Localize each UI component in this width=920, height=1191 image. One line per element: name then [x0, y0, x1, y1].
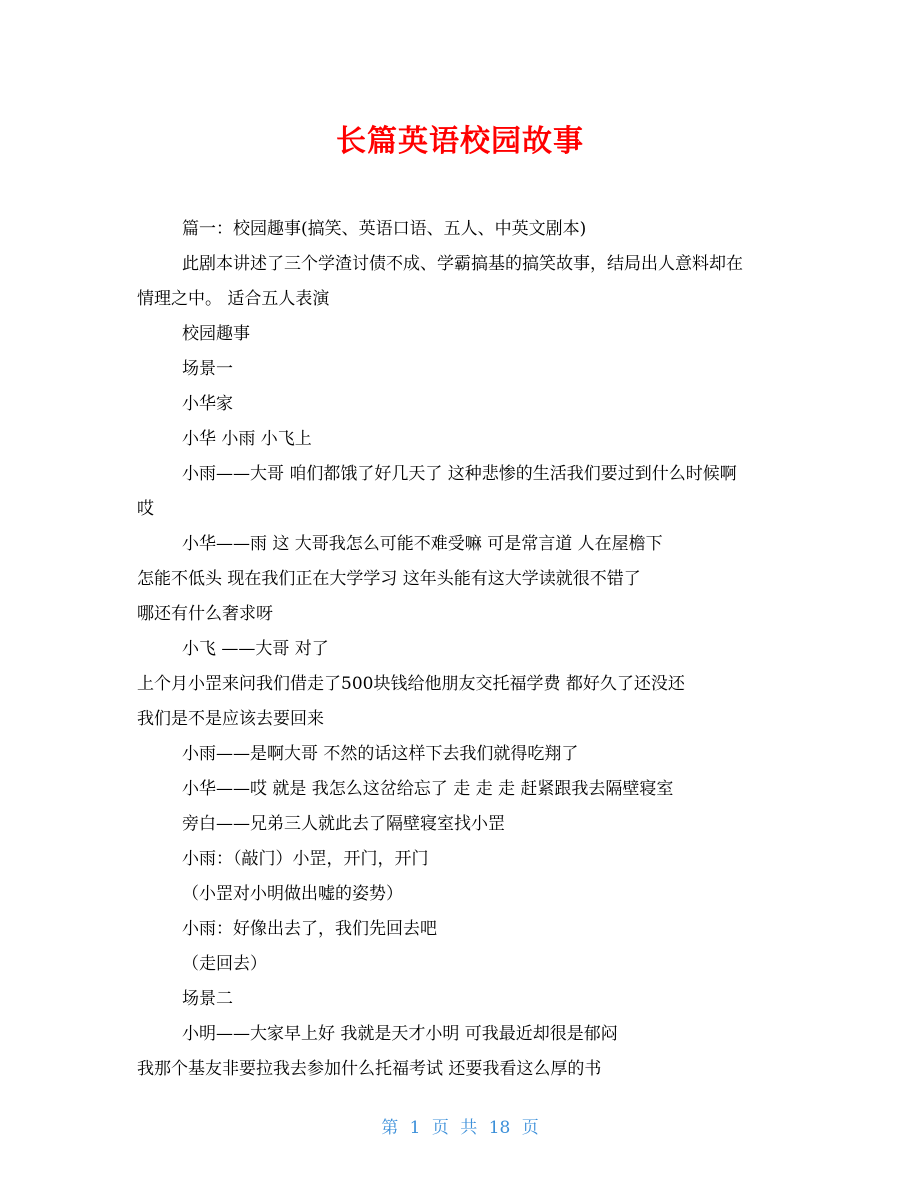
- text-line: （走回去）: [182, 954, 267, 974]
- text-line: 小雨：好像出去了，我们先回去吧: [182, 919, 437, 939]
- text-line: 篇一：校园趣事(搞笑、英语口语、五人、中英文剧本): [182, 219, 587, 239]
- text-line: 小华——雨 这 大哥我怎么可能不难受嘛 可是常言道 人在屋檐下: [182, 534, 663, 554]
- text-line: 怎能不低头 现在我们正在大学学习 这年头能有这大学读就很不错了: [137, 569, 641, 589]
- text-line: 上个月小罡来问我们借走了500块钱给他朋友交托福学费 都好久了还没还: [137, 674, 685, 694]
- text-line: 我们是不是应该去要回来: [137, 709, 324, 729]
- text-line: 小雨——大哥 咱们都饿了好几天了 这种悲惨的生活我们要过到什么时候啊: [182, 464, 737, 484]
- text-line: 小雨——是啊大哥 不然的话这样下去我们就得吃翔了: [182, 744, 579, 764]
- page-footer: 第 1 页 共 18 页: [381, 1118, 539, 1138]
- text-line: 我那个基友非要拉我去参加什么托福考试 还要我看这么厚的书: [137, 1059, 602, 1079]
- text-line: 旁白——兄弟三人就此去了隔壁寝室找小罡: [182, 814, 505, 834]
- text-line: 哎: [137, 499, 154, 519]
- text-line: 此剧本讲述了三个学渣讨债不成、学霸搞基的搞笑故事，结局出人意料却在: [182, 254, 743, 274]
- text-line: 校园趣事: [182, 324, 250, 344]
- text-line: 小雨：（敲门）小罡，开门，开门: [182, 849, 429, 869]
- text-line: 小华家: [182, 394, 233, 414]
- text-line: 小华 小雨 小飞上: [182, 429, 312, 449]
- text-line: 情理之中。 适合五人表演: [137, 289, 330, 309]
- text-line: 小飞 ——大哥 对了: [182, 639, 329, 659]
- text-line: （小罡对小明做出嘘的姿势）: [182, 884, 403, 904]
- text-line: 场景二: [182, 989, 233, 1009]
- document-body: [137, 213, 787, 1088]
- text-line: 场景一: [182, 359, 233, 379]
- text-line: 小明——大家早上好 我就是天才小明 可我最近却很是郁闷: [182, 1024, 618, 1044]
- text-line: 哪还有什么奢求呀: [137, 604, 273, 624]
- text-line: 小华——哎 就是 我怎么这岔给忘了 走 走 走 赶紧跟我去隔壁寝室: [182, 779, 674, 799]
- document-title: 长篇英语校园故事: [336, 124, 584, 159]
